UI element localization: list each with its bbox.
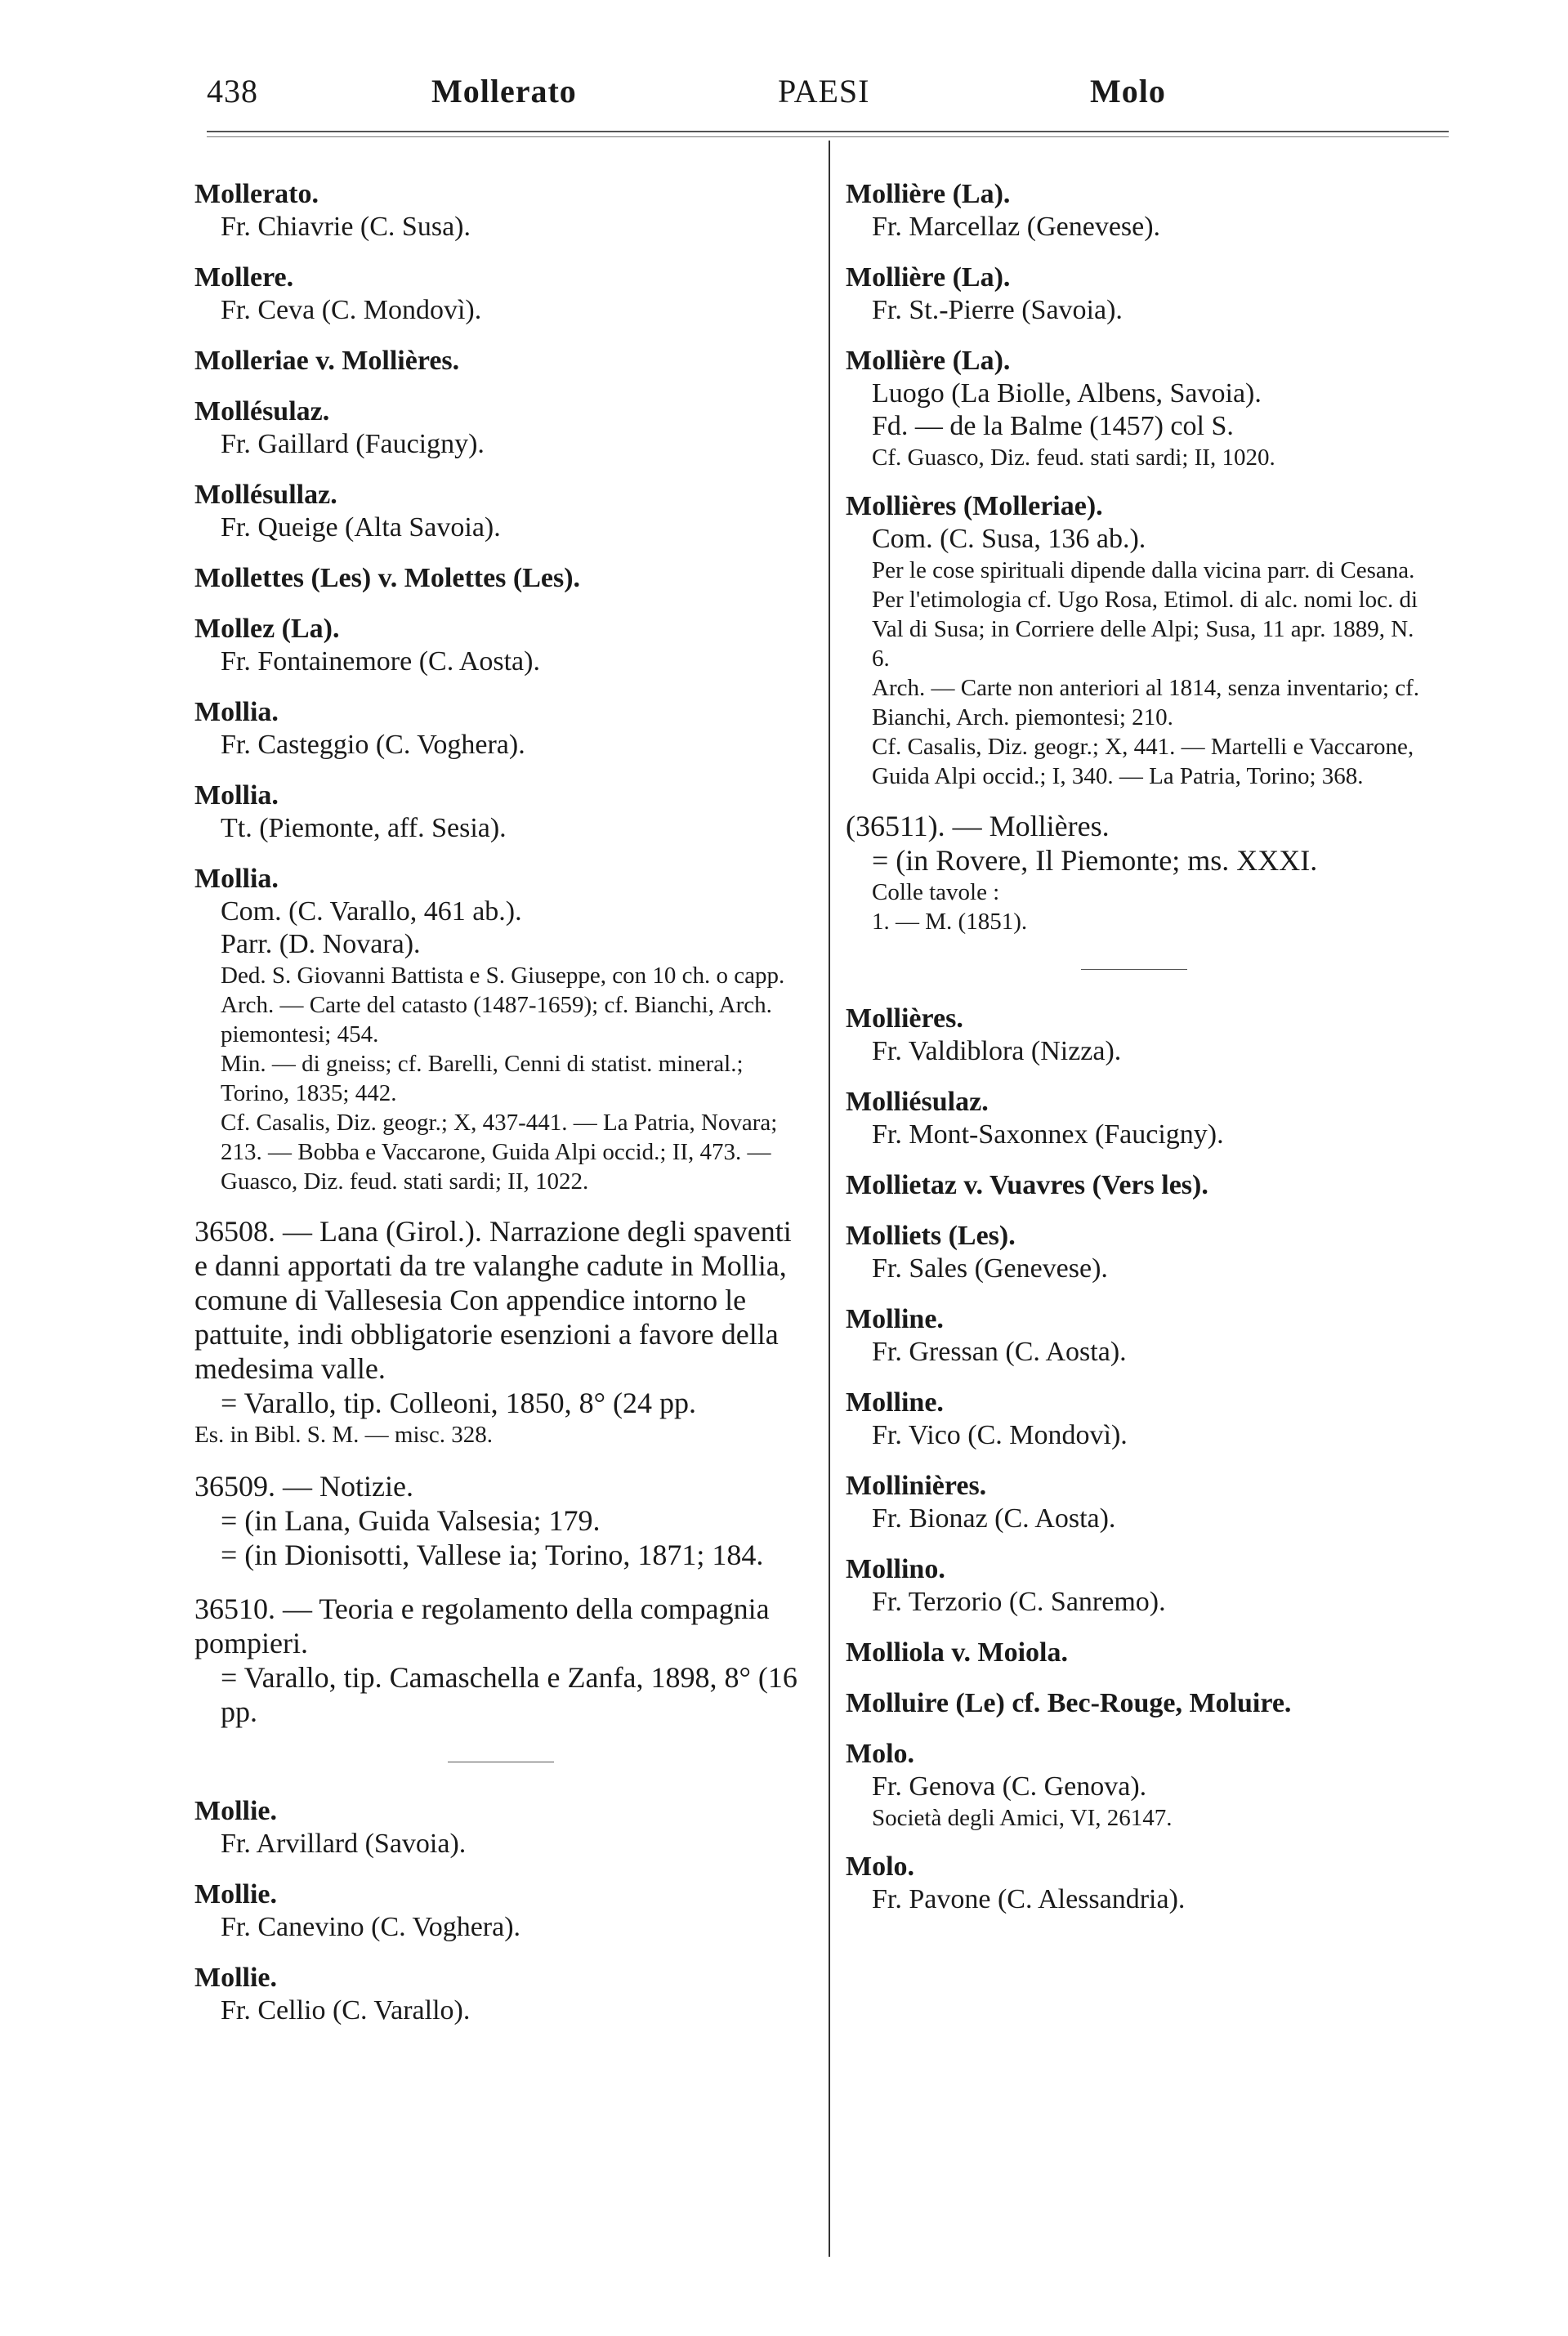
entry-title: — Teoria e regolamento della compagnia pompieri.: [194, 1592, 770, 1659]
entry: [846, 345, 1422, 472]
entry-line: Fr. Fontainemore (C. Aosta).: [221, 646, 540, 677]
entry-line: Fr. Ceva (C. Mondovì).: [221, 295, 482, 325]
entry-headword: Mollere.: [194, 262, 294, 293]
section-divider: [1081, 969, 1187, 970]
entry-title: — Notizie.: [283, 1470, 413, 1503]
entry-number: (36511).: [846, 810, 945, 842]
running-head-right: Molo: [1090, 73, 1166, 109]
entry: [194, 613, 807, 678]
entry-line: = Varallo, tip. Camaschella e Zanfa, 1898, 8° (16 pp.: [221, 1661, 797, 1728]
entry-note: Min. — di gneiss; cf. Barelli, Cenni di statist. mineral.; Torino, 1835; 442.: [221, 1051, 744, 1106]
entry-headword: Mollia.: [194, 864, 279, 894]
entry-note: Es. in Bibl. S. M. — misc. 328.: [194, 1422, 493, 1448]
entry-note: Cf. Casalis, Diz. geogr.; X, 441. — Martelli e Vaccarone, Guida Alpi occid.; I, 340. — La Patria, Torino; 368.: [872, 734, 1414, 789]
entry-line: Fr. Canevino (C. Voghera).: [221, 1912, 521, 1942]
entry-line: Fr. Chiavrie (C. Susa).: [221, 212, 471, 242]
entry: [846, 1003, 1422, 1068]
column-separator: [829, 141, 830, 2257]
right-column: [846, 178, 1422, 1934]
entry-note: Arch. — Carte del catasto (1487-1659); cf. Bianchi, Arch. piemontesi; 454.: [221, 992, 772, 1047]
entry: [194, 261, 807, 327]
entry-line: = (in Dionisotti, Vallese ia; Torino, 1871; 184.: [221, 1539, 764, 1571]
entry-headword: Mollières.: [846, 1003, 963, 1034]
entry-line: Fr. Casteggio (C. Voghera).: [221, 730, 525, 760]
entry-headword: Mollez (La).: [194, 614, 340, 644]
entry-headword: Molliésulaz.: [846, 1087, 989, 1117]
entry-headword: Mollésullaz.: [194, 480, 337, 510]
entry-headword: Mollière (La).: [846, 262, 1011, 293]
entry-line: = Varallo, tip. Colleoni, 1850, 8° (24 pp.: [221, 1387, 696, 1419]
entry-line: Fr. Pavone (C. Alessandria).: [872, 1884, 1186, 1914]
entry-title: — Mollières.: [952, 810, 1110, 842]
bibliography-entry: [846, 809, 1422, 936]
entry-line: Fr. Bionaz (C. Aosta).: [872, 1503, 1116, 1534]
entry-note: Società degli Amici, VI, 26147.: [872, 1805, 1173, 1831]
header-rule: [207, 131, 1449, 132]
entry: [194, 345, 807, 377]
entry-headword: Mollière (La).: [846, 179, 1011, 209]
entry: [846, 1086, 1422, 1151]
entry-line: Fr. Mont-Saxonnex (Faucigny).: [872, 1119, 1224, 1150]
header-rule-thin: [207, 136, 1449, 137]
entry: [846, 261, 1422, 327]
entry-note: Ded. S. Giovanni Battista e S. Giuseppe, con 10 ch. o capp.: [221, 963, 785, 989]
entry: [194, 779, 807, 845]
entry-headword: Mollie.: [194, 1963, 278, 1993]
entry-line: Fr. Sales (Genevese).: [872, 1253, 1108, 1284]
entry-line: Fd. — de la Balme (1457) col S.: [872, 411, 1234, 441]
entry: [846, 1169, 1422, 1202]
entry-line: Fr. Cellio (C. Varallo).: [221, 1995, 471, 2026]
left-column: [194, 178, 807, 2045]
entry: [194, 479, 807, 544]
entry-line: Fr. Genova (C. Genova).: [872, 1771, 1147, 1802]
entry-headword: Molo.: [846, 1739, 915, 1769]
entry: [194, 178, 807, 243]
entry: [846, 1851, 1422, 1916]
entry-number: 36509.: [194, 1470, 275, 1503]
entry: [846, 178, 1422, 243]
entry-headword: Mollie.: [194, 1879, 278, 1909]
entry-headword: Mollettes (Les) v. Molettes (Les).: [194, 563, 581, 593]
entry-line: Fr. St.-Pierre (Savoia).: [872, 295, 1123, 325]
running-head-center: PAESI: [778, 73, 870, 109]
entry-line: Luogo (La Biolle, Albens, Savoia).: [872, 378, 1262, 409]
entry: [846, 1303, 1422, 1369]
entry-line: Fr. Marcellaz (Genevese).: [872, 212, 1161, 242]
entry-line: Fr. Gressan (C. Aosta).: [872, 1337, 1127, 1367]
entry-note: Per le cose spirituali dipende dalla vicina parr. di Cesana.: [872, 557, 1415, 583]
entry-note: Cf. Guasco, Diz. feud. stati sardi; II, 1020.: [872, 444, 1275, 471]
entry-headword: Molliola v. Moiola.: [846, 1637, 1068, 1668]
entry: [194, 562, 807, 595]
bibliography-entry: [194, 1469, 807, 1572]
entry: [194, 696, 807, 762]
entry-line: Tt. (Piemonte, aff. Sesia).: [221, 813, 507, 843]
entry-headword: Mollerato.: [194, 179, 319, 209]
entry-line: Fr. Gaillard (Faucigny).: [221, 429, 485, 459]
entry: [846, 1637, 1422, 1669]
entry-headword: Mollie.: [194, 1796, 278, 1826]
entry-line: Fr. Vico (C. Mondovì).: [872, 1420, 1128, 1450]
entry: [846, 1553, 1422, 1619]
entry-headword: Molluire (Le) cf. Bec-Rouge, Moluire.: [846, 1688, 1292, 1718]
entry-headword: Mollésulaz.: [194, 396, 330, 427]
entry-note: Per l'etimologia cf. Ugo Rosa, Etimol. di alc. nomi loc. di Val di Susa; in Corriere delle Alpi; Susa, 11 apr. 1889, N. 6.: [872, 587, 1418, 672]
entry-number: 36508.: [194, 1215, 275, 1248]
entry-line: Com. (C. Susa, 136 ab.).: [872, 524, 1146, 554]
entry: [194, 1878, 807, 1944]
entry-note: 1. — M. (1851).: [872, 909, 1028, 935]
entry-headword: Molline.: [846, 1304, 944, 1334]
entry-headword: Mollia.: [194, 780, 279, 811]
bibliography-entry: [194, 1214, 807, 1449]
entry: [846, 490, 1422, 791]
entry-headword: Molo.: [846, 1851, 915, 1882]
entry-number: 36510.: [194, 1592, 275, 1625]
entry-headword: Molliets (Les).: [846, 1221, 1016, 1251]
entry: [846, 1387, 1422, 1452]
entry-headword: Mollières (Molleriae).: [846, 491, 1103, 521]
entry: [846, 1470, 1422, 1535]
entry-line: Fr. Arvillard (Savoia).: [221, 1829, 467, 1859]
entry-title: — Lana (Girol.). Narrazione degli spaventi e danni apportati da tre valanghe cadute in Mollia, comune di Vallesesia Con appendice intorno le pattuite, indi obbligatorie esenzioni a favore della medesima valle.: [194, 1215, 792, 1385]
running-head-left: Mollerato: [431, 73, 577, 109]
entry-headword: Mollia.: [194, 697, 279, 727]
entry-line: Fr. Terzorio (C. Sanremo).: [872, 1587, 1166, 1617]
bibliography-entry: [194, 1592, 807, 1729]
entry-headword: Molline.: [846, 1387, 944, 1418]
entry-headword: Mollino.: [846, 1554, 945, 1584]
entry: [194, 1962, 807, 2027]
entry-line: = (in Lana, Guida Valsesia; 179.: [221, 1504, 601, 1537]
entry-note: Cf. Casalis, Diz. geogr.; X, 437-441. — La Patria, Novara; 213. — Bobba e Vaccarone, Guida Alpi occid.; II, 473. — Guasco, Diz. feud. stati sardi; II, 1022.: [221, 1110, 778, 1195]
entry: [846, 1220, 1422, 1285]
entry-note: Arch. — Carte non anteriori al 1814, senza inventario; cf. Bianchi, Arch. piemontesi; 210.: [872, 675, 1419, 730]
entry-line: = (in Rovere, Il Piemonte; ms. XXXI.: [872, 844, 1318, 877]
entry: [846, 1687, 1422, 1720]
entry-line: Fr. Valdiblora (Nizza).: [872, 1036, 1122, 1066]
entry-headword: Mollière (La).: [846, 346, 1011, 376]
page-number: 438: [207, 73, 258, 109]
entry: [194, 863, 807, 1196]
entry-line: Fr. Queige (Alta Savoia).: [221, 512, 501, 543]
entry: [194, 1795, 807, 1860]
entry-line: Com. (C. Varallo, 461 ab.).: [221, 896, 522, 927]
entry-headword: Mollinières.: [846, 1471, 987, 1501]
entry-headword: Molleriae v. Mollières.: [194, 346, 460, 376]
entry: [846, 1738, 1422, 1833]
entry-line: Parr. (D. Novara).: [221, 929, 421, 959]
entry: [194, 395, 807, 461]
entry-headword: Mollietaz v. Vuavres (Vers les).: [846, 1170, 1208, 1200]
entry-note: Colle tavole :: [872, 879, 1000, 905]
